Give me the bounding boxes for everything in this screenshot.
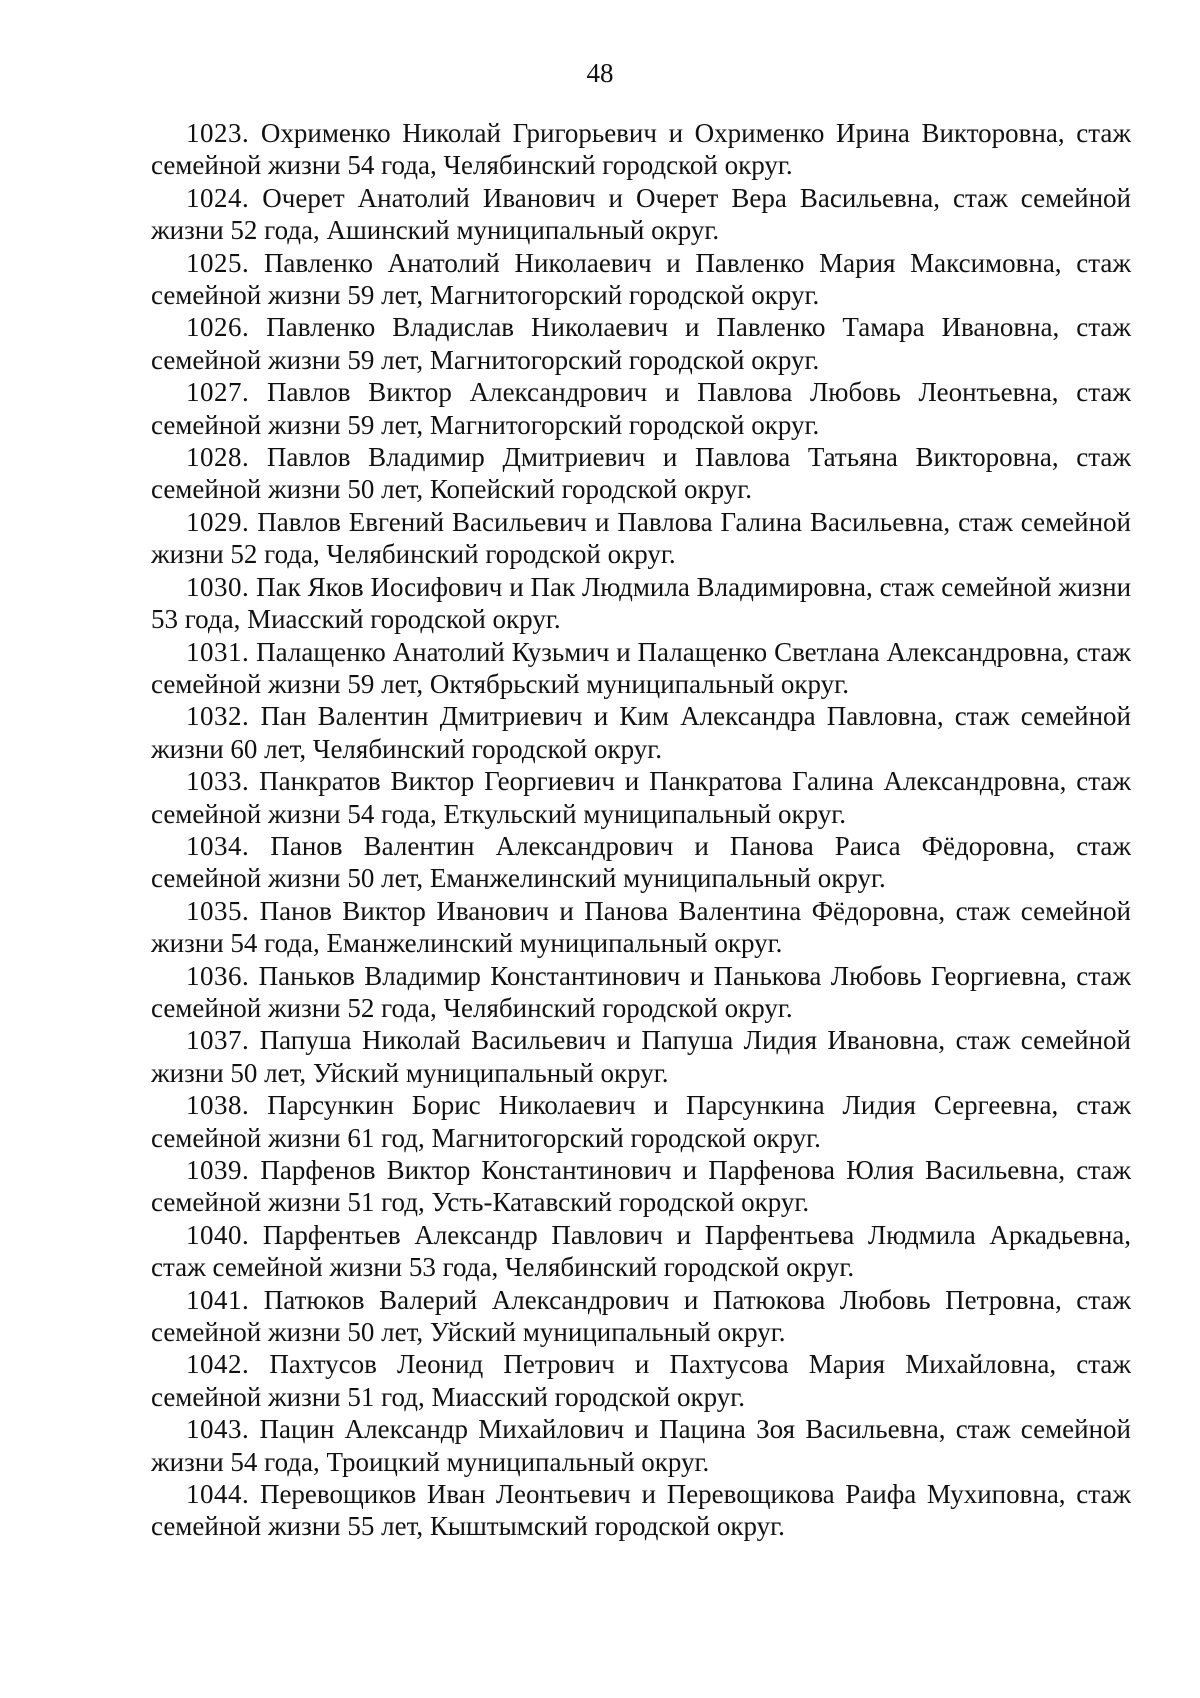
entry-text: Паньков Владимир Константинович и Панькова Любовь Георгиевна, стаж семейной жизни 52 года, Челябинский городской округ. [151, 960, 1131, 1023]
entry-number: 1039. [186, 1155, 250, 1185]
entry-number: 1033. [186, 766, 250, 797]
entry-number: 1038. [186, 1090, 250, 1121]
entry-number: 1029. [186, 506, 250, 537]
list-item [151, 1348, 1131, 1413]
list-item [151, 1154, 1131, 1219]
list-item [151, 1478, 1131, 1543]
entry-text: Перевощиков Иван Леонтьевич и Перевощикова Раифа Мухиповна, стаж семейной жизни 55 лет, Кыштымский городской округ. [151, 1479, 1132, 1542]
entry-text: Парфенов Виктор Константинович и Парфенова Юлия Васильевна, стаж семейной жизни 51 год, Усть-Катавский городской округ. [151, 1155, 1132, 1218]
entry-text: Панов Виктор Иванович и Панова Валентина Фёдоровна, стаж семейной жизни 54 года, Еманжелинский муниципальный округ. [151, 895, 1131, 959]
entry-text: Павлов Виктор Александрович и Павлова Любовь Леонтьевна, стаж семейной жизни 59 лет, Магнитогорский городской округ. [151, 377, 1131, 440]
entry-number: 1027. [186, 377, 250, 408]
entry-number: 1025. [186, 247, 250, 278]
list-item [151, 182, 1131, 247]
entry-number: 1026. [186, 312, 250, 343]
list-item [151, 636, 1131, 701]
list-item [151, 376, 1131, 441]
list-item [151, 247, 1131, 312]
list-item [151, 765, 1131, 830]
entry-number: 1024. [186, 182, 250, 213]
list-item [151, 311, 1131, 376]
entry-text: Очерет Анатолий Иванович и Очерет Вера Васильевна, стаж семейной жизни 52 года, Ашинский муниципальный округ. [151, 182, 1131, 246]
page-number: 48 [586, 58, 614, 88]
list-item [151, 1219, 1131, 1284]
entry-text: Парсункин Борис Николаевич и Парсункина Лидия Сергеевна, стаж семейной жизни 61 год, Магнитогорский городской округ. [151, 1090, 1131, 1153]
entry-text: Пахтусов Леонид Петрович и Пахтусова Мария Михайловна, стаж семейной жизни 51 год, Миасский городской округ. [151, 1349, 1132, 1412]
list-item [151, 1413, 1131, 1478]
award-list [151, 117, 1131, 1543]
entry-text: Парфентьев Александр Павлович и Парфентьева Людмила Аркадьевна, стаж семейной жизни 53 года, Челябинский городской округ. [151, 1219, 1131, 1283]
entry-text: Патюков Валерий Александрович и Патюкова Любовь Петровна, стаж семейной жизни 50 лет, Уйский муниципальный округ. [151, 1284, 1131, 1348]
list-item [151, 1089, 1131, 1154]
entry-text: Папуша Николай Васильевич и Папуша Лидия Ивановна, стаж семейной жизни 50 лет, Уйский муниципальный округ. [151, 1025, 1131, 1088]
list-item [151, 117, 1131, 182]
list-item [151, 895, 1131, 960]
list-item [151, 571, 1131, 636]
entry-number: 1034. [186, 830, 250, 861]
entry-number: 1042. [186, 1349, 250, 1380]
entry-number: 1043. [186, 1414, 250, 1445]
entry-text: Пацин Александр Михайлович и Пацина Зоя Васильевна, стаж семейной жизни 54 года, Троицкий муниципальный округ. [151, 1414, 1132, 1477]
entry-number: 1023. [186, 118, 250, 148]
entry-number: 1028. [186, 442, 250, 473]
entry-text: Палащенко Анатолий Кузьмич и Палащенко Светлана Александровна, стаж семейной жизни 59 лет, Октябрьский муниципальный округ. [151, 636, 1131, 699]
entry-text: Панкратов Виктор Георгиевич и Панкратова Галина Александровна, стаж семейной жизни 54 года, Еткульский муниципальный округ. [151, 766, 1132, 829]
entry-text: Пан Валентин Дмитриевич и Ким Александра Павловна, стаж семейной жизни 60 лет, Челябинский городской округ. [151, 701, 1131, 764]
entry-text: Павлов Владимир Дмитриевич и Павлова Татьяна Викторовна, стаж семейной жизни 50 лет, Копейский городской округ. [151, 442, 1132, 505]
entry-text: Павленко Анатолий Николаевич и Павленко Мария Максимовна, стаж семейной жизни 59 лет, Магнитогорский городской округ. [151, 247, 1131, 311]
list-item [151, 441, 1131, 506]
list-item [151, 830, 1131, 895]
entry-text: Пак Яков Иосифович и Пак Людмила Владимировна, стаж семейной жизни 53 года, Миасский городской округ. [151, 571, 1132, 635]
entry-text: Панов Валентин Александрович и Панова Раиса Фёдоровна, стаж семейной жизни 50 лет, Еманжелинский муниципальный округ. [151, 830, 1131, 894]
entry-number: 1031. [186, 636, 250, 667]
entry-number: 1030. [186, 571, 250, 602]
entry-text: Охрименко Николай Григорьевич и Охрименко Ирина Викторовна, стаж семейной жизни 54 года, Челябинский городской округ. [151, 118, 1132, 181]
list-item [151, 1284, 1131, 1349]
entry-number: 1040. [186, 1219, 250, 1250]
entry-number: 1035. [186, 895, 250, 926]
entry-number: 1044. [186, 1479, 250, 1510]
entry-number: 1032. [186, 701, 250, 732]
entry-text: Павлов Евгений Васильевич и Павлова Галина Васильевна, стаж семейной жизни 52 года, Челябинский городской округ. [151, 506, 1132, 570]
list-item [151, 700, 1131, 765]
entry-number: 1041. [186, 1284, 250, 1315]
entry-text: Павленко Владислав Николаевич и Павленко Тамара Ивановна, стаж семейной жизни 59 лет, Магнитогорский городской округ. [151, 312, 1132, 375]
list-item [151, 1024, 1131, 1089]
list-item [151, 960, 1131, 1025]
entry-number: 1037. [186, 1025, 250, 1056]
list-item [151, 506, 1131, 571]
entry-number: 1036. [186, 960, 250, 991]
